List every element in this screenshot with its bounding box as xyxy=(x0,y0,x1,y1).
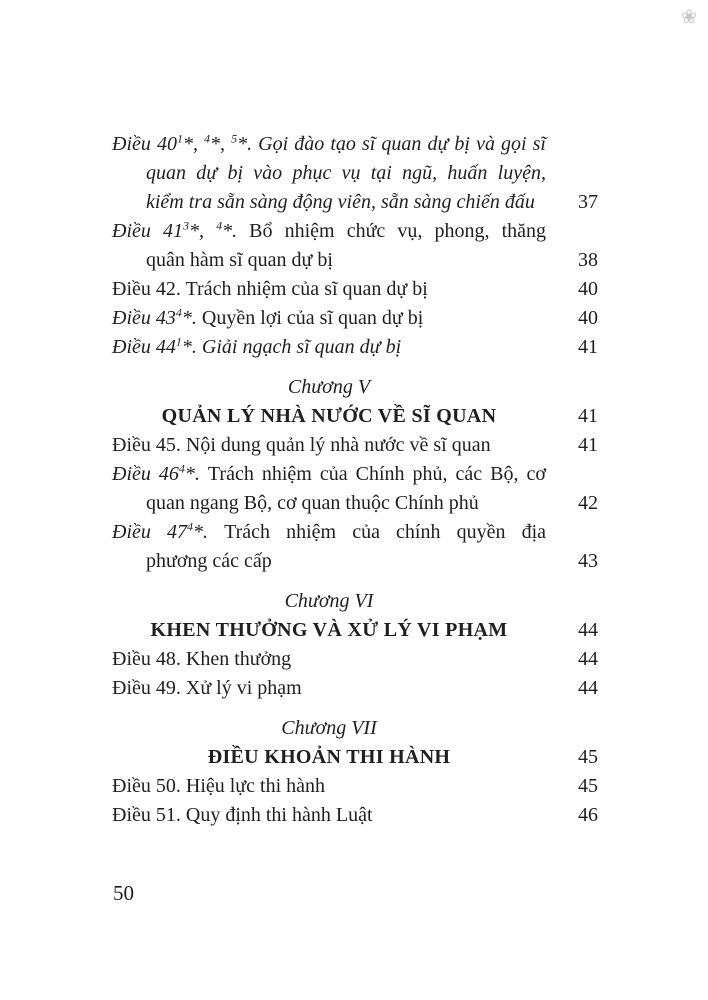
toc-text-segment: *. xyxy=(184,463,208,485)
toc-entry-line xyxy=(112,772,598,801)
footnote-marker: 3 xyxy=(182,218,189,233)
toc-entry-line xyxy=(112,159,598,188)
toc-text-segment: Điều 51. Quy định thi hành Luật xyxy=(112,804,373,826)
toc-text-segment: phương các cấp xyxy=(146,550,272,572)
toc-text-segment: Điều 41 xyxy=(112,220,183,242)
toc-page-number: 42 xyxy=(578,492,598,514)
toc-page-number: 43 xyxy=(578,550,598,572)
toc-entry-text xyxy=(112,333,546,362)
toc-text-segment: *. Giải ngạch sĩ quan dự bị xyxy=(181,336,402,358)
toc-chapter-label xyxy=(112,714,598,743)
toc-entry-text xyxy=(112,518,546,547)
toc-entry-text: Chương V xyxy=(287,376,371,398)
toc-entry-line xyxy=(112,130,598,159)
toc-entry-text: Chương VI xyxy=(284,590,374,612)
toc-page-number: 44 xyxy=(578,648,598,670)
toc-entry-line xyxy=(112,489,598,518)
footnote-marker: 4 xyxy=(175,305,182,320)
flower-ornament-icon: ❀ xyxy=(681,7,697,28)
toc-text-segment: Điều 49. Xử lý vi phạm xyxy=(112,677,302,699)
toc-chapter-label xyxy=(112,587,598,616)
footnote-marker: 1 xyxy=(175,334,182,349)
toc-chapter-title xyxy=(112,402,598,431)
toc-chapter-title xyxy=(112,616,598,645)
toc-text-segment: Bổ nhiệm chức vụ, phong, thăng xyxy=(249,220,546,242)
toc-chapter-label xyxy=(112,373,598,402)
toc-entry-line xyxy=(112,674,598,703)
toc-page-number: 40 xyxy=(578,307,598,329)
toc-page-number: 41 xyxy=(578,434,598,456)
toc-text-segment: Điều 46 xyxy=(112,463,179,485)
toc-entry-text: Chương VII xyxy=(281,717,377,739)
toc-chapter-title xyxy=(112,743,598,772)
toc-page-number: 44 xyxy=(578,619,598,641)
toc-text-segment: Điều 42. Trách nhiệm của sĩ quan dự bị xyxy=(112,278,428,300)
footnote-marker: 4 xyxy=(178,461,185,476)
toc-entry-text xyxy=(112,801,546,830)
toc-entry-text xyxy=(112,431,546,460)
toc-text-segment: *. xyxy=(181,307,202,329)
toc-entry-text xyxy=(112,772,546,801)
toc-entry-text xyxy=(112,674,546,703)
toc-entry-text xyxy=(112,645,546,674)
toc-entry-line xyxy=(112,645,598,674)
footnote-marker: 4 xyxy=(216,218,223,233)
toc-text-segment: *. xyxy=(222,220,250,242)
toc-text-segment: quân hàm sĩ quan dự bị xyxy=(146,249,333,271)
toc-entry-line xyxy=(112,547,598,576)
toc-page-number: 38 xyxy=(578,249,598,271)
toc-entry-text: KHEN THƯỞNG VÀ XỬ LÝ VI PHẠM xyxy=(150,619,508,641)
toc-text-segment: Trách nhiệm của chính quyền địa xyxy=(224,521,547,543)
toc-text-segment: *, xyxy=(210,133,232,155)
toc-entry-text xyxy=(112,217,546,246)
toc-entry-text xyxy=(112,304,546,333)
toc-text-segment: quan ngang Bộ, cơ quan thuộc Chính phủ xyxy=(146,492,479,514)
footnote-marker: 5 xyxy=(231,131,238,146)
toc-entry-text xyxy=(112,547,546,576)
footnote-marker: 4 xyxy=(204,131,211,146)
toc-text-segment: *, xyxy=(188,220,217,242)
toc-text-segment: *. Gọi đào tạo sĩ quan dự bị và gọi sĩ xyxy=(237,133,546,155)
toc-text-segment: Điều 47 xyxy=(112,521,187,543)
toc-page-number: 44 xyxy=(578,677,598,699)
toc-entry-text xyxy=(112,275,546,304)
toc-text-segment: quan dự bị vào phục vụ tại ngũ, huấn luyện, xyxy=(146,162,546,184)
footnote-marker: 4 xyxy=(186,519,193,534)
toc-entry-line xyxy=(112,188,598,217)
toc-entry-text xyxy=(112,489,546,518)
toc-entry-line xyxy=(112,518,598,547)
toc-page-number: 37 xyxy=(578,191,598,213)
toc-page-number: 45 xyxy=(578,775,598,797)
toc-text-segment: Điều 48. Khen thưởng xyxy=(112,648,292,670)
toc-text-segment: Điều 43 xyxy=(112,307,176,329)
toc-entry-line xyxy=(112,801,598,830)
toc-entry-line xyxy=(112,217,598,246)
toc-page-number: 46 xyxy=(578,804,598,826)
footnote-marker: 1 xyxy=(176,131,183,146)
toc-entry-line xyxy=(112,431,598,460)
table-of-contents xyxy=(112,130,598,830)
toc-text-segment: Điều 44 xyxy=(112,336,176,358)
toc-entry-text xyxy=(112,130,546,159)
toc-text-segment: Điều 40 xyxy=(112,133,177,155)
toc-entry-line xyxy=(112,460,598,489)
toc-text-segment: *. xyxy=(192,521,225,543)
page-number: 50 xyxy=(113,881,134,905)
toc-page-number: 45 xyxy=(578,746,598,768)
toc-text-segment: Quyền lợi của sĩ quan dự bị xyxy=(201,307,424,329)
toc-entry-text xyxy=(112,159,546,188)
toc-text-segment: Điều 45. Nội dung quản lý nhà nước về sĩ quan xyxy=(112,434,491,456)
toc-entry-line xyxy=(112,275,598,304)
toc-entry-text: QUẢN LÝ NHÀ NƯỚC VỀ SĨ QUAN xyxy=(161,405,497,427)
toc-text-segment: Điều 50. Hiệu lực thi hành xyxy=(112,775,326,797)
toc-entry-line xyxy=(112,304,598,333)
toc-text-segment: Trách nhiệm của Chính phủ, các Bộ, cơ xyxy=(207,463,546,485)
toc-page-number: 40 xyxy=(578,278,598,300)
toc-entry-line xyxy=(112,246,598,275)
toc-entry-text xyxy=(112,246,546,275)
toc-entry-line xyxy=(112,333,598,362)
toc-entry-text xyxy=(112,188,546,217)
toc-text-segment: kiểm tra sẵn sàng động viên, sẵn sàng chiến đấu xyxy=(146,191,535,213)
toc-text-segment: *, xyxy=(182,133,205,155)
toc-entry-text: ĐIỀU KHOẢN THI HÀNH xyxy=(207,746,451,768)
toc-page-number: 41 xyxy=(578,336,598,358)
toc-page-number: 41 xyxy=(578,405,598,427)
toc-entry-text xyxy=(112,460,546,489)
